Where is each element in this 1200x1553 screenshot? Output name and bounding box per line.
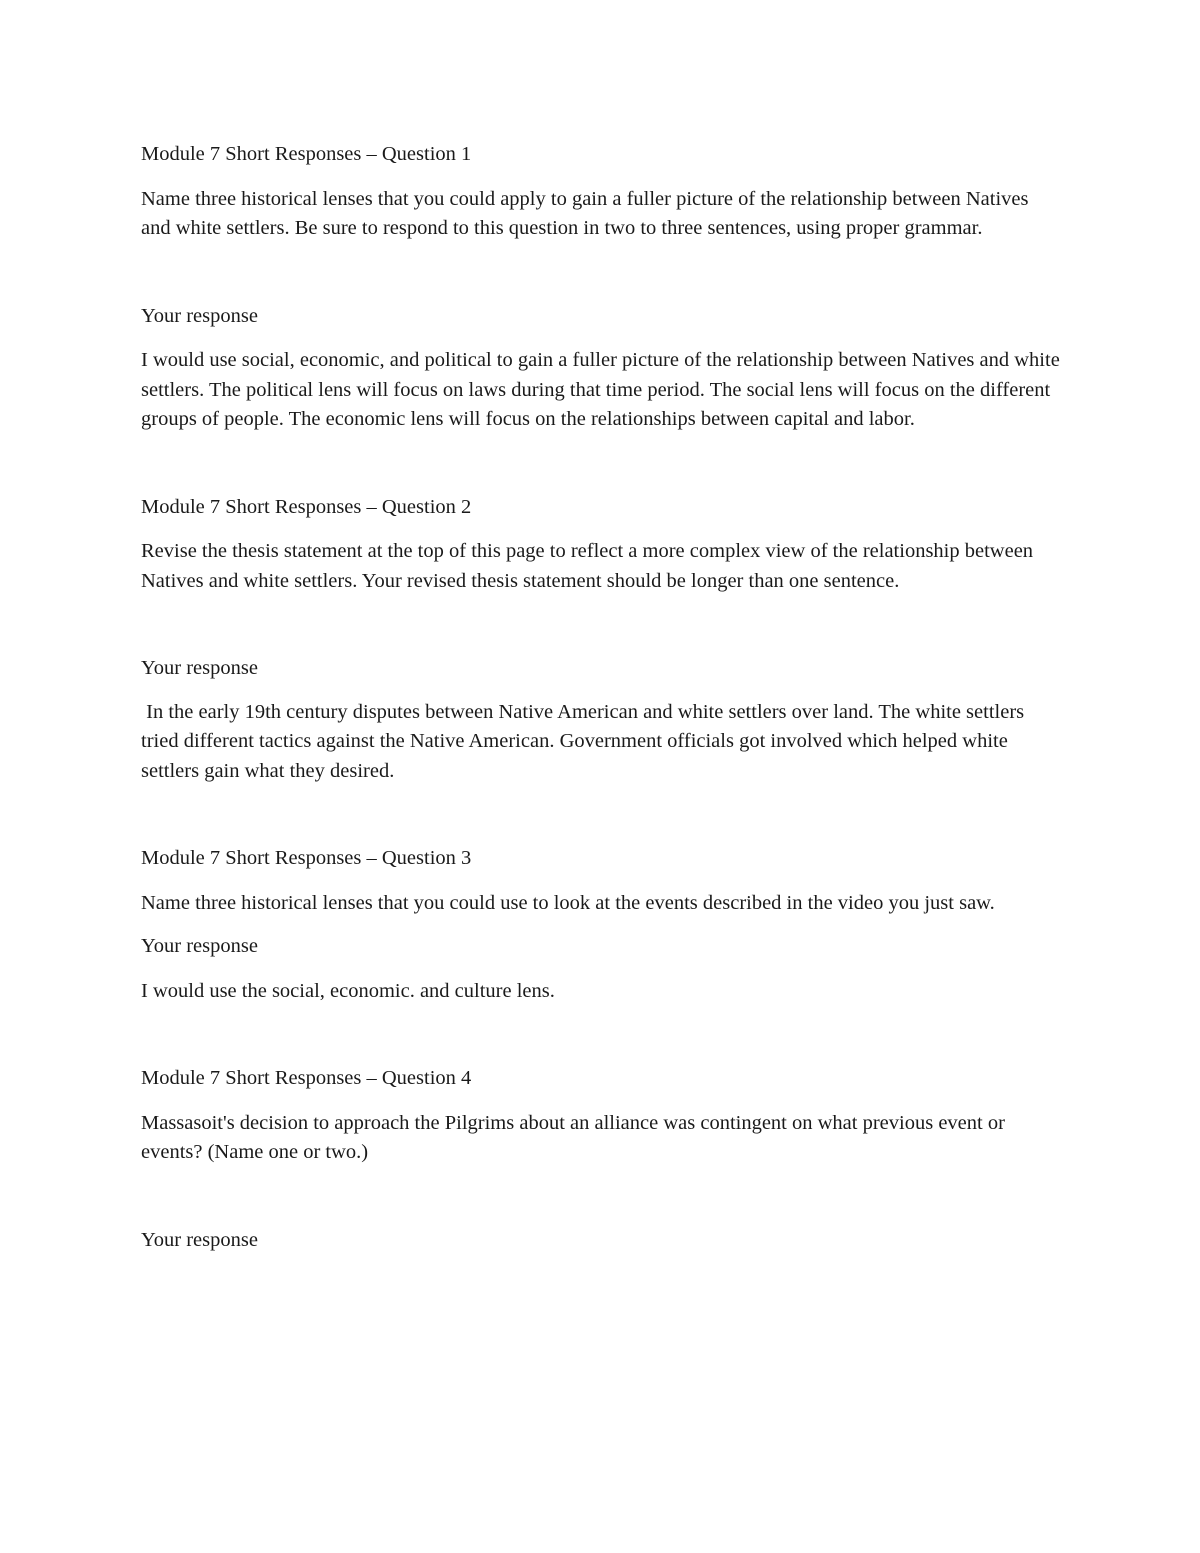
question-1-prompt: Name three historical lenses that you could apply to gain a fuller picture of the relationship between Natives and white settlers. Be sure to respond to this question in two to three sentences, using proper grammar. <box>141 187 1029 239</box>
question-4-heading: Module 7 Short Responses – Question 4 <box>141 1067 472 1089</box>
question-1-response-label: Your response <box>141 304 258 327</box>
question-4-prompt: Massasoit's decision to approach the Pilgrims about an alliance was contingent on what previous event or events? (Name one or two.) <box>141 1111 1005 1163</box>
question-2-prompt: Revise the thesis statement at the top of this page to reflect a more complex view of the relationship between Natives and white settlers. Your revised thesis statement should be longer than one sentence. <box>141 540 1034 592</box>
question-1-response: I would use social, economic, and political to gain a fuller picture of the relationship between Natives and white settlers. The political lens will focus on laws during that time period. The social lens will focus on the different groups of people. The economic lens will focus on the relationships between capital and labor. <box>141 349 1060 430</box>
document-page <box>141 140 1061 1255</box>
question-3-heading: Module 7 Short Responses – Question 3 <box>141 847 472 869</box>
question-2-response: In the early 19th century disputes between Native American and white settlers over land. The white settlers tried different tactics against the Native American. Government officials got involved which helped white settlers gain what they desired. <box>141 700 1030 782</box>
question-3-prompt: Name three historical lenses that you could use to look at the events described in the video you just saw. <box>141 891 995 914</box>
question-3-response-label: Your response <box>141 935 258 957</box>
question-3-response: I would use the social, economic. and culture lens. <box>141 979 555 1002</box>
question-2-heading: Module 7 Short Responses – Question 2 <box>141 495 472 518</box>
question-2-response-label: Your response <box>141 657 258 679</box>
question-4-response-label: Your response <box>141 1228 258 1251</box>
question-1-heading: Module 7 Short Responses – Question 1 <box>141 143 472 165</box>
